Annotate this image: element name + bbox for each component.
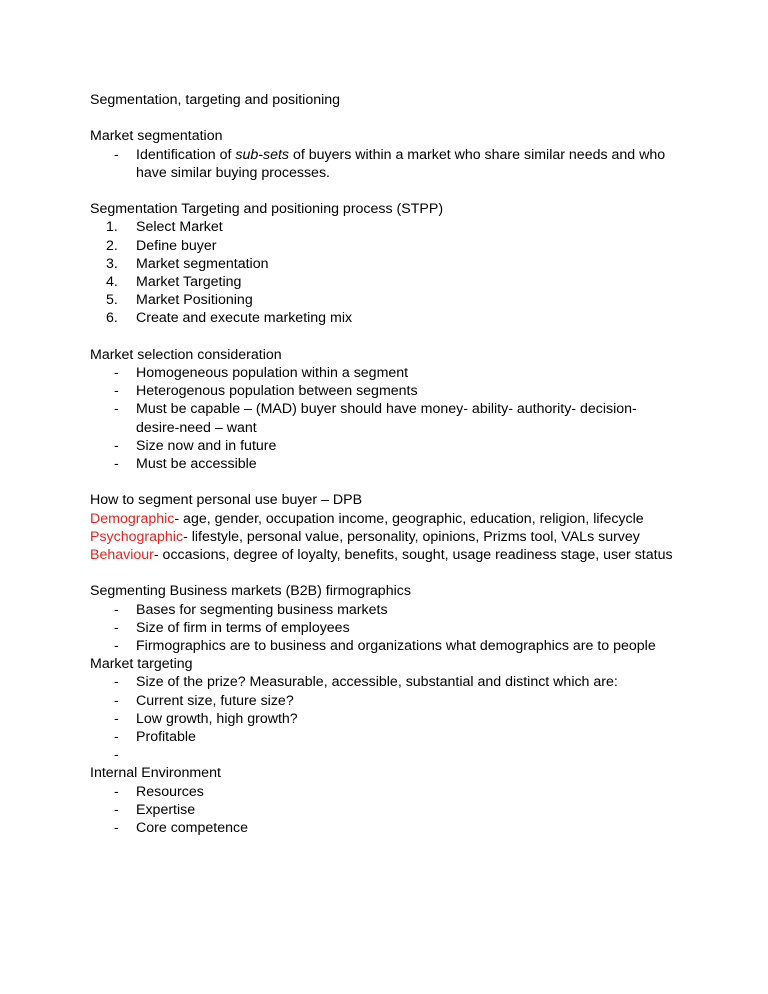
list-item <box>90 819 680 837</box>
numbered-item <box>90 291 680 309</box>
list-item <box>90 437 680 455</box>
item-number: 6. <box>106 310 118 327</box>
spacer <box>90 328 680 346</box>
numbered-item <box>90 218 680 236</box>
list-item <box>90 673 680 691</box>
numbered-item-text: Define buyer <box>136 237 217 254</box>
spacer <box>90 473 680 491</box>
section-heading-market-targeting: Market targeting <box>90 656 193 673</box>
numbered-item <box>90 255 680 273</box>
bullet-dash: - <box>114 674 119 691</box>
bullet-dash: - <box>114 401 119 418</box>
segment-basis-text: - occasions, degree of loyalty, benefits, sought, usage readiness stage, user status <box>153 547 673 564</box>
section-heading-market-segmentation: Market segmentation <box>90 128 223 145</box>
bullet-dash: - <box>114 638 119 655</box>
bullet-dash: - <box>114 710 119 727</box>
list-item-text: Firmographics are to business and organizations what demographics are to people <box>136 638 656 655</box>
list-item-text: Size now and in future <box>136 437 277 454</box>
list-item-text: Resources <box>136 783 204 800</box>
list-item-text: Size of the prize? Measurable, accessible, substantial and distinct which are: <box>136 674 618 691</box>
bullet-dash: - <box>114 747 119 764</box>
spacer <box>90 182 680 200</box>
text-run: of buyers within a market who share similar needs and who have similar buying processes. <box>136 146 666 181</box>
bullet-dash: - <box>114 783 119 800</box>
list-item <box>90 728 680 746</box>
list-item <box>90 455 680 473</box>
bullet-dash: - <box>114 729 119 746</box>
bullet-dash: - <box>114 146 119 163</box>
list-item <box>90 382 680 400</box>
item-number: 1. <box>106 219 118 236</box>
italic-text: sub-sets <box>235 146 289 163</box>
bullet-dash: - <box>114 619 119 636</box>
segment-basis-text: - age, gender, occupation income, geographic, education, religion, lifecycle <box>174 510 644 527</box>
list-item <box>90 637 680 655</box>
bullet-dash: - <box>114 383 119 400</box>
list-item-text: Must be capable – (MAD) buyer should have money- ability- authority- decision- desire-need – want <box>136 401 637 436</box>
list-item <box>90 364 680 382</box>
segment-basis-label: Behaviour <box>90 547 154 564</box>
segment-basis-label: Psychographic <box>90 528 184 545</box>
list-item-text: Low growth, high growth? <box>136 710 298 727</box>
numbered-item <box>90 237 680 255</box>
list-item-text: Must be accessible <box>136 456 257 473</box>
list-item-text: Current size, future size? <box>136 692 294 709</box>
list-item <box>90 710 680 728</box>
bullet-dash: - <box>114 801 119 818</box>
segment-basis-behaviour <box>90 546 680 564</box>
item-number: 5. <box>106 292 118 309</box>
numbered-item-text: Select Market <box>136 219 223 236</box>
bullet-dash: - <box>114 456 119 473</box>
section-heading-internal-environment: Internal Environment <box>90 765 221 782</box>
bullet-dash: - <box>114 820 119 837</box>
list-item <box>90 619 680 637</box>
numbered-item-text: Market Positioning <box>136 292 253 309</box>
item-number: 3. <box>106 255 118 272</box>
item-number: 2. <box>106 237 118 254</box>
section-heading-business-markets: Segmenting Business markets (B2B) firmographics <box>90 583 411 600</box>
document-body <box>90 91 680 837</box>
numbered-item <box>90 309 680 327</box>
list-item <box>90 400 680 436</box>
segment-basis-psychographic <box>90 528 680 546</box>
list-item <box>90 146 680 182</box>
text-run: Identification of <box>136 146 236 163</box>
section-heading-market-selection: Market selection consideration <box>90 346 282 363</box>
list-item-text: Size of firm in terms of employees <box>136 619 350 636</box>
empty-list-item <box>90 746 680 764</box>
numbered-item-text: Create and execute marketing mix <box>136 310 353 327</box>
numbered-item <box>90 273 680 291</box>
list-item <box>90 692 680 710</box>
list-item-text: Bases for segmenting business markets <box>136 601 388 618</box>
document-title: Segmentation, targeting and positioning <box>90 92 341 108</box>
bullet-dash: - <box>114 692 119 709</box>
bullet-dash: - <box>114 365 119 381</box>
spacer <box>90 109 680 127</box>
segment-basis-text: - lifestyle, personal value, personality, opinions, Prizms tool, VALs survey <box>183 528 640 545</box>
segment-basis-label: Demographic <box>90 510 175 527</box>
segment-basis-demographic <box>90 510 680 528</box>
list-item-text <box>136 146 680 182</box>
numbered-item-text: Market Targeting <box>136 274 242 290</box>
list-item-text: Heterogenous population between segments <box>136 383 418 400</box>
numbered-item-text: Market segmentation <box>136 255 269 272</box>
bullet-dash: - <box>114 601 119 618</box>
spacer <box>90 564 680 582</box>
list-item-text: Homogeneous population within a segment <box>136 365 409 381</box>
section-heading-stpp: Segmentation Targeting and positioning process (STPP) <box>90 201 444 218</box>
item-number: 4. <box>106 274 118 290</box>
list-item <box>90 783 680 801</box>
list-item-text: Core competence <box>136 820 248 837</box>
list-item-text: Profitable <box>136 729 196 746</box>
section-heading-personal-buyer: How to segment personal use buyer – DPB <box>90 492 363 509</box>
list-item <box>90 601 680 619</box>
list-item <box>90 801 680 819</box>
list-item-text: Expertise <box>136 801 196 818</box>
bullet-dash: - <box>114 437 119 454</box>
